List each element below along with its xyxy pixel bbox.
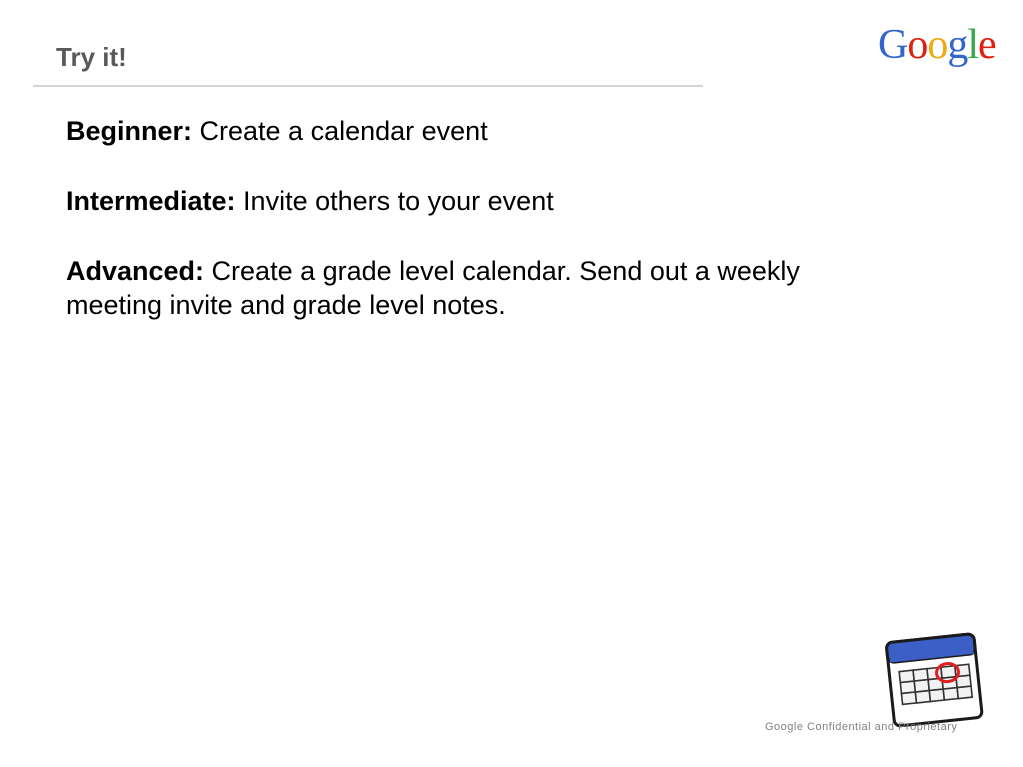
task-description: Invite others to your event [235, 186, 554, 216]
task-advanced [66, 254, 826, 322]
task-level-label: Beginner: [66, 116, 193, 146]
task-level-label: Intermediate: [66, 186, 236, 216]
task-level-label: Advanced: [66, 256, 205, 286]
logo-letter: o [927, 22, 948, 68]
logo-letter: g [947, 22, 968, 68]
logo-letter: G [878, 22, 908, 68]
confidential-footer: Google Confidential and Proprietary [765, 721, 958, 733]
task-list [66, 114, 826, 358]
task-intermediate [66, 184, 826, 218]
title-divider [33, 85, 703, 87]
calendar-icon [878, 622, 990, 734]
logo-letter: l [967, 22, 979, 68]
logo-letter: e [978, 22, 996, 68]
slide-title: Try it! [56, 42, 127, 72]
logo-letter: o [907, 22, 928, 68]
task-description: Create a grade level calendar. Send out a weekly meeting invite and grade level notes. [66, 256, 800, 320]
task-beginner [66, 114, 826, 148]
google-logo [878, 24, 996, 66]
task-description: Create a calendar event [192, 116, 488, 146]
